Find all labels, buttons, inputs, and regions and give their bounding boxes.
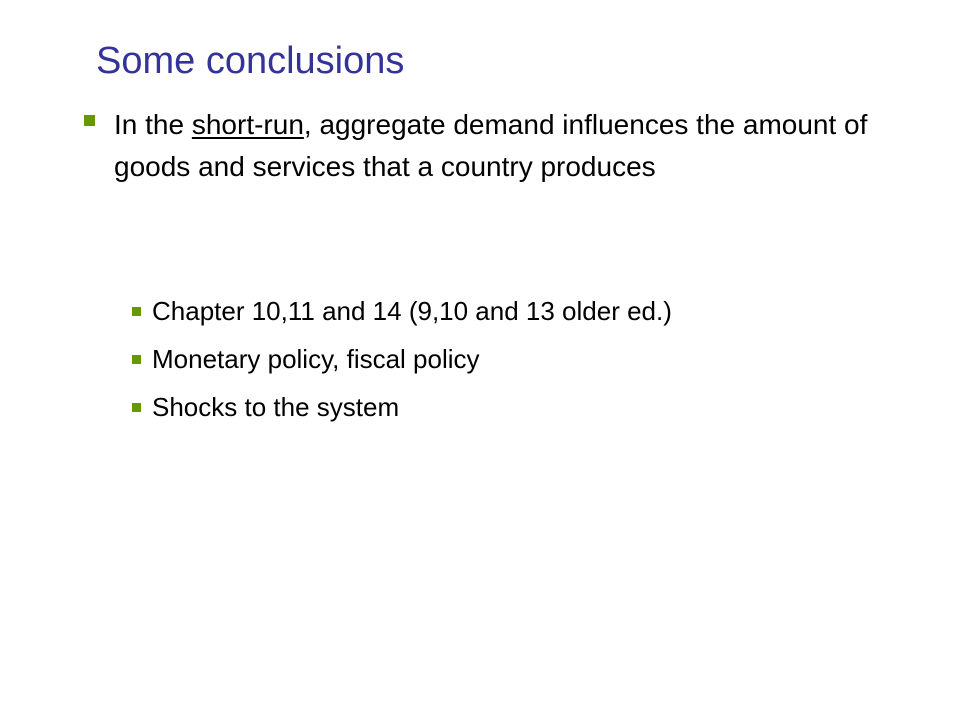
sub-bullet-text: Shocks to the system xyxy=(152,392,400,422)
sub-bullet-text: Monetary policy, fiscal policy xyxy=(152,344,480,374)
sub-bullet-item xyxy=(132,392,912,422)
sub-bullet-item xyxy=(132,344,912,374)
bullet-text-prefix: In the xyxy=(114,109,192,140)
square-bullet-icon xyxy=(132,307,141,316)
sub-bullet-list xyxy=(132,296,912,440)
square-bullet-icon xyxy=(132,403,141,412)
bullet-list xyxy=(84,104,884,188)
slide-title: Some conclusions xyxy=(96,40,405,82)
bullet-text-suffix: , aggregate demand influences the amount of goods and services that a country produces xyxy=(114,109,868,182)
sub-bullet-item xyxy=(132,296,912,326)
bullet-item xyxy=(84,104,884,188)
sub-bullet-text: Chapter 10,11 and 14 (9,10 and 13 older ed.) xyxy=(152,296,672,326)
square-bullet-icon xyxy=(84,115,95,126)
square-bullet-icon xyxy=(132,355,141,364)
bullet-text-emphasis: short-run xyxy=(191,109,304,140)
